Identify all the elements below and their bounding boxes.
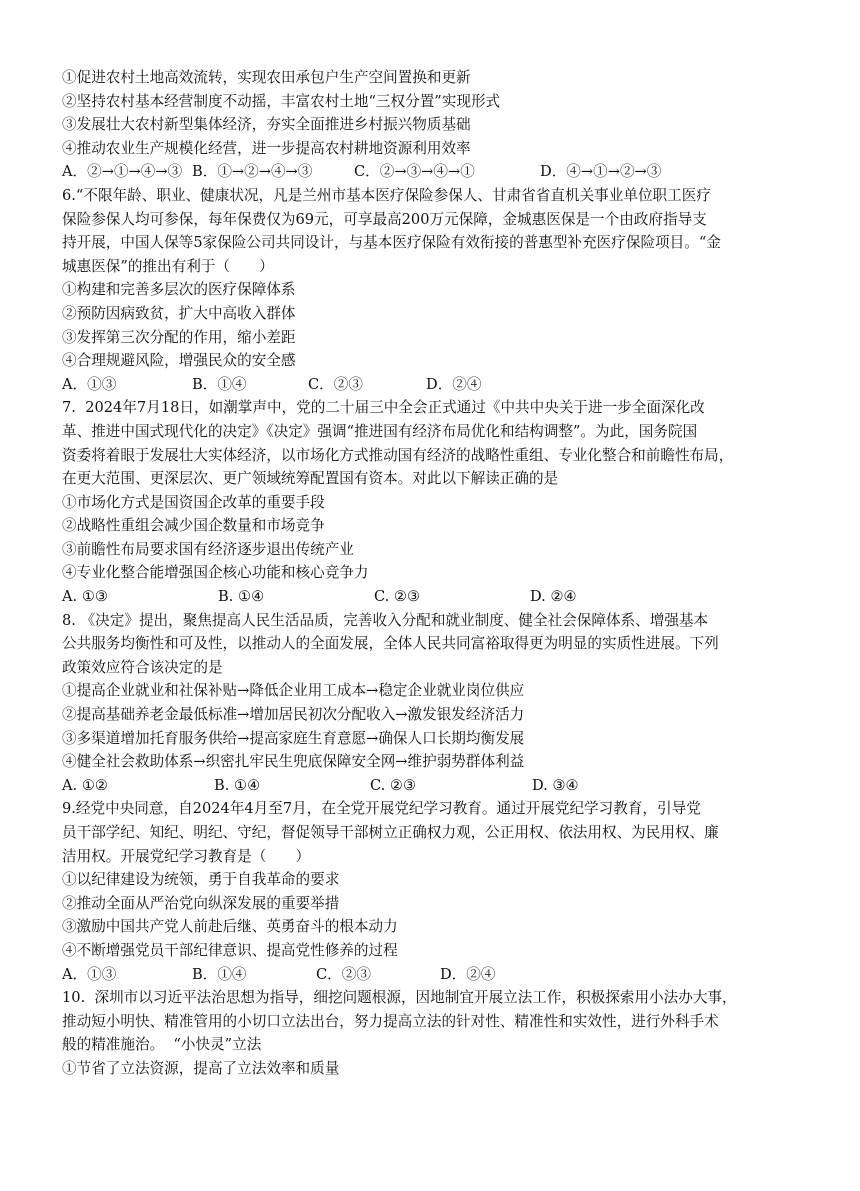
q10-stem-line-1: 10. 深圳市以习近平法治思想为指导，细挖问题根源，因地制宜开展立法工作，积极探索用小法办大事， xyxy=(62,989,737,1007)
q6-stem-line-2: 保险参保人均可参保，每年保费仅为69元，可享最高200万元保障，金城惠医保是一个由政府指导支 xyxy=(62,210,707,228)
q5-option-a: A．②→①→④→③ xyxy=(62,163,183,181)
q6-option-b: B．①④ xyxy=(192,375,247,393)
q8-option-b: B. ①④ xyxy=(214,776,261,794)
q8-item-1: ①提高企业就业和社保补贴→降低企业用工成本→稳定企业就业岗位供应 xyxy=(62,682,525,700)
q7-item-3: ③前瞻性布局要求国有经济逐步退出传统产业 xyxy=(62,540,354,558)
q9-item-1: ①以纪律建设为统领，勇于自我革命的要求 xyxy=(62,871,340,889)
q10-item-1: ①节省了立法资源，提高了立法效率和质量 xyxy=(62,1059,340,1077)
q6-options xyxy=(62,373,800,397)
q5-item-1: ①促进农村土地高效流转，实现农田承包户生产空间置换和更新 xyxy=(62,69,471,86)
q5-item-4: ④推动农业生产规模化经营，进一步提高农村耕地资源利用效率 xyxy=(62,139,471,157)
q5-item-2: ②坚持农村基本经营制度不动摇，丰富农村土地“三权分置”实现形式 xyxy=(62,92,501,110)
q6-item-4: ④合理规避风险，增强民众的安全感 xyxy=(62,352,296,370)
question-7 xyxy=(62,396,800,608)
q9-option-a: A．①③ xyxy=(62,965,117,983)
q9-option-c: C．②③ xyxy=(316,965,371,983)
q9-item-3: ③激励中国共产党人前赴后继、英勇奋斗的根本动力 xyxy=(62,918,398,936)
q8-option-d: D. ③④ xyxy=(532,776,579,794)
q7-option-d: D. ②④ xyxy=(530,588,577,606)
question-5-tail xyxy=(62,66,800,184)
q9-option-b: B．①④ xyxy=(192,965,247,983)
q6-stem-line-3: 持开展，中国人保等5家保险公司共同设计，与基本医疗保险有效衔接的普惠型补充医疗保险项目。“金 xyxy=(62,234,721,252)
q8-stem-line-3: 政策效应符合该决定的是 xyxy=(62,658,223,676)
q6-item-3: ③发挥第三次分配的作用，缩小差距 xyxy=(62,328,296,346)
q5-option-d: D．④→①→②→③ xyxy=(540,163,662,181)
q7-item-4: ④专业化整合能增强国企核心功能和核心竞争力 xyxy=(62,564,369,582)
q7-stem-line-3: 资委将着眼于发展壮大实体经济，以市场化方式推动国有经济的战略性重组、专业化整合和前瞻性布局， xyxy=(62,446,734,464)
question-10 xyxy=(62,986,800,1080)
q8-item-3: ③多渠道增加托育服务供给→提高家庭生育意愿→确保人口长期均衡发展 xyxy=(62,729,525,747)
question-9 xyxy=(62,797,800,986)
question-6 xyxy=(62,184,800,396)
q9-stem-line-1: 9.经党中央同意，自2024年4月至7月，在全党开展党纪学习教育。通过开展党纪学习教育，引导党 xyxy=(62,800,701,818)
q6-option-c: C．②③ xyxy=(308,375,363,393)
q8-stem-line-1: 8. 《决定》提出，聚焦提高人民生活品质，完善收入分配和就业制度、健全社会保障体系、增强基本 xyxy=(62,611,709,629)
q6-item-1: ①构建和完善多层次的医疗保障体系 xyxy=(62,281,296,299)
q8-option-c: C. ②③ xyxy=(370,776,417,794)
q5-option-b: B．①→②→④→③ xyxy=(192,163,313,181)
q9-item-4: ④不断增强党员干部纪律意识、提高党性修养的过程 xyxy=(62,941,398,959)
q9-item-2: ②推动全面从严治党向纵深发展的重要举措 xyxy=(62,894,340,912)
q7-stem-line-4: 在更大范围、更深层次、更广领域统筹配置国有资本。对此以下解读正确的是 xyxy=(62,470,559,488)
q8-item-4: ④健全社会救助体系→织密扎牢民生兜底保障安全网→维护弱势群体利益 xyxy=(62,753,525,771)
q6-stem-line-4: 城惠医保”的推出有利于（ ） xyxy=(62,257,274,275)
q7-option-a: A. ①③ xyxy=(62,588,108,606)
q6-item-2: ②预防因病致贫，扩大中高收入群体 xyxy=(62,304,296,322)
question-8 xyxy=(62,609,800,798)
q10-stem-line-2: 推动短小明快、精准管用的小切口立法出台，努力提高立法的针对性、精准性和实效性，进行外科手术 xyxy=(62,1012,719,1030)
q8-stem-line-2: 公共服务均衡性和可及性，以推动人的全面发展，全体人民共同富裕取得更为明显的实质性进展。下列 xyxy=(62,635,719,653)
q9-option-d: D．②④ xyxy=(440,965,496,983)
q7-options xyxy=(62,585,800,609)
q8-item-2: ②提高基础养老金最低标准→增加居民初次分配收入→激发银发经济活力 xyxy=(62,706,525,724)
q5-options xyxy=(62,160,800,184)
q9-options xyxy=(62,963,800,987)
q10-stem-line-3: 般的精准施治。 “小快灵”立法 xyxy=(62,1036,262,1054)
q7-option-b: B. ①④ xyxy=(218,588,265,606)
q7-item-1: ①市场化方式是国资国企改革的重要手段 xyxy=(62,493,325,511)
q7-item-2: ②战略性重组会减少国企数量和市场竞争 xyxy=(62,517,325,535)
q6-stem-line-1: 6.“不限年龄、职业、健康状况，凡是兰州市基本医疗保险参保人、甘肃省省直机关事业单位职工医疗 xyxy=(62,186,711,204)
q5-option-c: C．②→③→④→① xyxy=(354,163,475,181)
q8-options xyxy=(62,774,800,798)
q7-stem-line-1: 7. 2024年7月18日，如潮掌声中，党的二十届三中全会正式通过《中共中央关于进一步全面深化改 xyxy=(62,399,705,417)
q6-option-d: D．②④ xyxy=(426,375,482,393)
q7-option-c: C. ②③ xyxy=(374,588,421,606)
q8-option-a: A. ①② xyxy=(62,776,108,794)
q9-stem-line-2: 员干部学纪、知纪、明纪、守纪，督促领导干部树立正确权力观，公正用权、依法用权、为民用权、廉 xyxy=(62,824,719,841)
q6-option-a: A．①③ xyxy=(62,375,117,393)
q5-item-3: ③发展壮大农村新型集体经济，夯实全面推进乡村振兴物质基础 xyxy=(62,116,471,134)
q7-stem-line-2: 革、推进中国式现代化的决定》《决定》强调“推进国有经济布局优化和结构调整”。为此，国务院国 xyxy=(62,422,698,440)
q9-stem-line-3: 洁用权。开展党纪学习教育是（ ） xyxy=(62,847,311,865)
